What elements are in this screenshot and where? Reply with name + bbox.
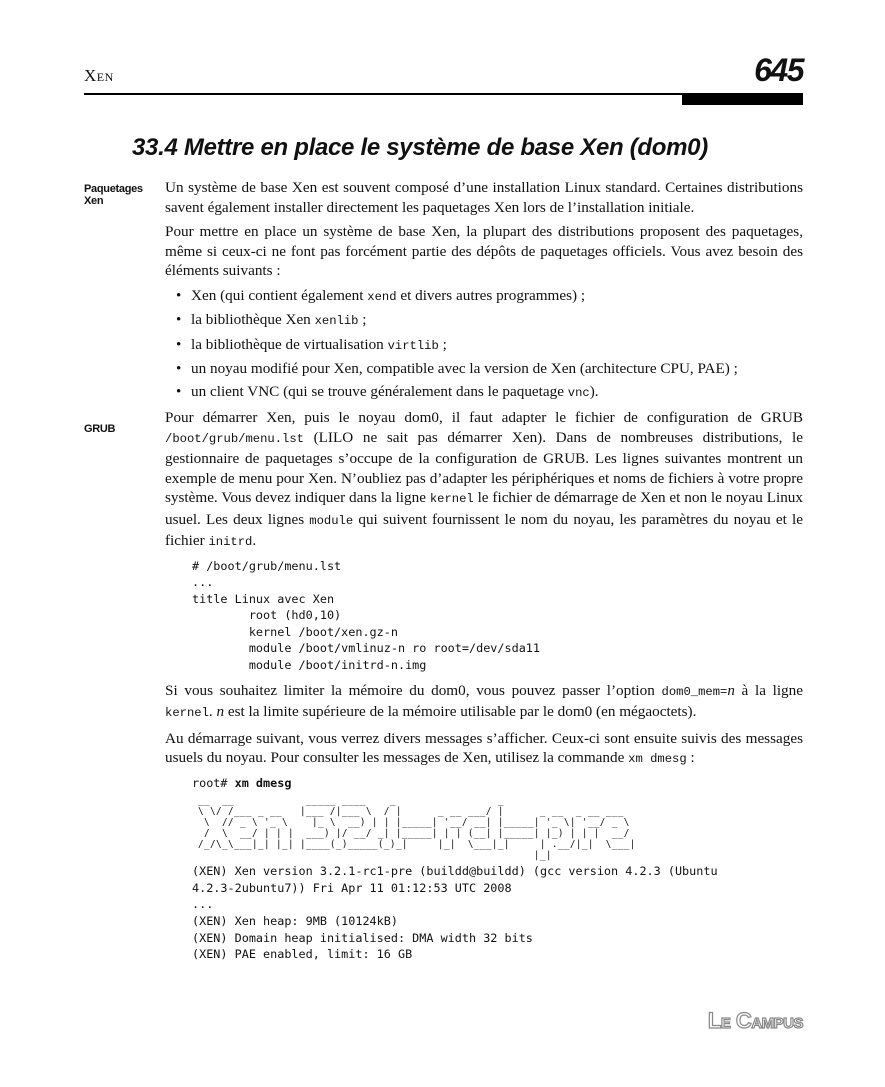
page-number: 645 [754,52,803,88]
margin-note-packages: Paquetages Xen [84,183,143,207]
inline-code: initrd [208,535,253,549]
inline-code: module [309,513,354,528]
publisher-logo: Le Campus [707,1008,803,1033]
shell-prompt: root# [192,775,235,790]
shell-command: xm dmesg [234,775,292,790]
inline-code: xend [367,289,397,304]
paragraph-grub: Pour démarrer Xen, puis le noyau dom0, il faut adapter le fichier de configuration de GRUB /boot/grub/menu.lst (LILO ne sait pas démarrer Xen). Dans de nombreuses distributions, le gestionnaire de paquetages s’occupe de la configuration de GRUB. Les lignes suivantes montrent un exemple de menu pour Xen. N’oubliez pas d’adapter les périphériques et noms de fichiers à votre propre système. Vous devez indiquer dans la ligne kernel le fichier de démarrage de Xen et non le noyau Linux usuel. Les deux lignes module qui suivent fournissent le nom du noyau, les paramètres du noyau et le fichier initrd. [165,409,804,549]
inline-code: xenlib [314,314,359,328]
code-block-dmesg-output: (XEN) Xen version 3.2.1-rc1-pre (buildd@buildd) (gcc version 4.2.3 (Ubuntu 4.2.3-2ubuntu7)) Fri Apr 11 01:12:53 UTC 2008 ... (XEN) Xen heap: 9MB (10124kB) (XEN) Domain heap initialised: DMA width 32 bits (XEN) PAE enabled, limit: 16 GB [192,864,718,962]
paragraph-dom0-mem: Si vous souhaitez limiter la mémoire du dom0, vous pouvez passer l’option dom0_mem=n à la ligne kernel. n est la limite supérieure de la mémoire utilisable par le dom0 (en mégaoctets). [165,681,803,721]
inline-code: virtlib [387,338,439,353]
inline-code: kernel [429,492,474,506]
list-item: • Xen (qui contient également xend et divers autres programmes) ; [176,286,586,304]
section-title: 33.4 Mettre en place le système de base Xen (dom0) [132,134,708,161]
paragraph-requirements: Pour mettre en place un système de base Xen, la plupart des distributions proposent des paquetages, même si ceux-ci ne font pas forcément partie des dépôts de paquetages officiels. Vous avez besoin des éléments suivants : [165,223,803,279]
list-item: • un client VNC (qui se trouve généralement dans le paquetage vnc). [176,382,599,400]
requirements-list [165,286,803,404]
inline-code: vnc [567,385,590,400]
list-item: • la bibliothèque de virtualisation virtlib ; [176,335,447,353]
bullet-icon: • [176,311,182,328]
command-line [192,775,803,792]
bullet-icon: • [176,360,182,377]
running-header-chapter [84,66,114,86]
bullet-icon: • [176,382,182,400]
inline-code: dom0_mem=n [661,682,735,699]
body-text [165,178,803,963]
margin-note-grub: GRUB [84,423,116,435]
code-block-grub-menu: # /boot/grub/menu.lst ... title Linux avec Xen root (hd0,10) kernel /boot/xen.gz-n module /boot/vmlinuz-n ro root=/dev/sda11 module /boot/initrd-n.img [192,558,541,673]
chapter-name: Xen [84,66,114,85]
paragraph-intro: Un système de base Xen est souvent composé d’une installation Linux standard. Certaines distributions savent également installer directement les paquetages Xen lors de l’installation initiale. [165,179,803,216]
bullet-icon: • [176,335,182,353]
inline-code: /boot/grub/menu.lst [165,431,304,446]
header-bar [682,94,803,105]
inline-code: xm dmesg [628,752,687,767]
list-item: • la bibliothèque Xen xenlib ; [176,311,367,328]
xen-ascii-banner: __ __ _____ ____ _ _ \ \/ /___ _ __ |___ /|___ \ / | _ __ ___/ | _ __ _ __ ___ \ // _ \ '_ \ |_ \ __) | | |_____| '__/ __| |_____| '_ \| '__/ _ \ / \ __/ | | | ___) |/ __/ _| |_____| | | (__| |_____| |_) | | | __/ /_/\_\___|_| |_| |____(_)_____(_)_| |_| \___|_| | .__/|_| \___| |_| [197,795,636,862]
paragraph-boot-messages: Au démarrage suivant, vous verrez divers messages s’afficher. Ceux-ci sont ensuite suivis des messages usuels du noyau. Pour consulter les messages de Xen, utilisez la commande xm dmesg : [165,729,803,767]
list-item: • un noyau modifié pour Xen, compatible avec la version de Xen (architecture CPU, PAE) ; [176,360,738,377]
inline-code: kernel [165,706,209,721]
bullet-icon: • [176,286,182,304]
